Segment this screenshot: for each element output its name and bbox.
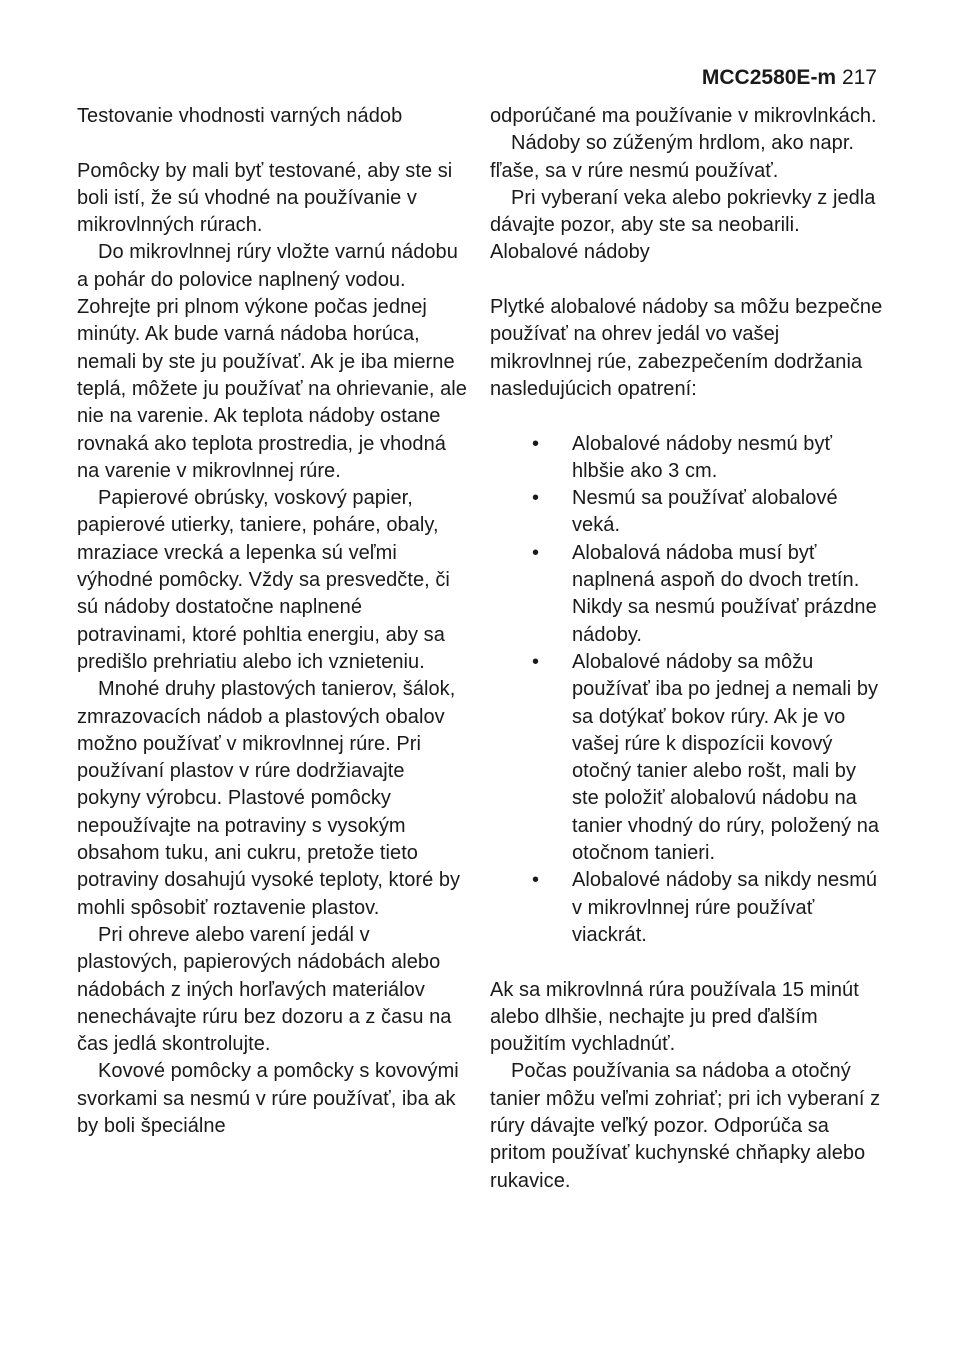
list-item [490, 485, 886, 540]
list-item [490, 431, 886, 486]
section-heading-testing: Testovanie vhodnosti varných nádob [77, 105, 403, 127]
paragraph: Pri vyberaní veka alebo pokrievky z jedla dávajte pozor, aby ste sa neobarili. [490, 186, 876, 237]
list-item-text: Alobalová nádoba musí byť naplnená aspoň do dvoch tretín. Nikdy sa nesmú používať prázdne nádoby. [572, 541, 877, 646]
paragraph: Nádoby so zúženým hrdlom, ako napr. fľaše, sa v rúre nesmú používať. [490, 132, 855, 182]
section-heading-foil: Alobalové nádoby [490, 241, 650, 264]
bullet-icon: • [532, 487, 540, 510]
model-number: MCC2580E-m [701, 66, 837, 89]
spacer [490, 403, 886, 430]
bullet-icon: • [532, 541, 540, 564]
bullet-icon: • [532, 869, 540, 892]
spacer [490, 949, 886, 976]
paragraph: Pomôcky by mali byť testované, aby ste si boli istí, že sú vhodné na používanie v mikrovlnných rúrach. [77, 159, 453, 237]
bullet-list [490, 431, 886, 950]
paragraph: Pri ohreve alebo varení jedál v plastových, papierových nádobách alebo nádobách z iných horľavých materiálov nenechávajte rúru bez dozoru a z času na čas jedlá skontrolujte. [77, 923, 452, 1056]
paragraph: Mnohé druhy plastových tanierov, šálok, zmrazovacích nádob a plastových obalov možno používať v mikrovlnnej rúre. Pri používaní plastov v rúre dodržiavajte pokyny výrobcu. Plastové pomôcky nepoužívajte na potraviny s vysokým obsahom tuku, ani cukru, pretože tieto potraviny dosahujú vysoké teploty, ktoré by mohli spôsobiť roztavenie plastov. [77, 678, 461, 919]
spacer [77, 130, 469, 157]
left-column [77, 103, 469, 1140]
right-column [490, 103, 886, 1195]
list-item-text: Alobalové nádoby nesmú byť hlbšie ako 3 cm. [572, 432, 833, 482]
paragraph: Papierové obrúsky, voskový papier, papierové utierky, taniere, poháre, obaly, mraziace vrecká a lepenka sú veľmi výhodné pomôcky. Vždy sa presvedčte, či sú nádoby dostatočne naplnené potravinami, ktoré pohltia energiu, aby sa predišlo prehriatiu alebo ich vznieteniu. [77, 487, 450, 673]
bullet-icon: • [532, 432, 540, 455]
page-number: 217 [841, 66, 877, 89]
page-header [702, 64, 877, 91]
list-item [490, 649, 886, 867]
paragraph-continuation: odporúčané ma používanie v mikrovlnkách. [490, 105, 877, 127]
list-item-text: Alobalové nádoby sa môžu používať iba po jednej a nemali by sa dotýkať bokov rúry. Ak je vo vašej rúre k dispozícii kovový otočný tanier alebo rošt, mali by ste položiť alobalovú nádobu na tanier vhodný do rúry, položený na otočnom tanieri. [572, 650, 880, 865]
paragraph: Ak sa mikrovlnná rúra používala 15 minút alebo dlhšie, nechajte ju pred ďalším použitím vychladnúť. [490, 978, 859, 1056]
paragraph: Počas používania sa nádoba a otočný tanier môžu veľmi zohriať; pri ich vyberaní z rúry dávajte veľký pozor. Odporúča sa pritom používať kuchynské chňapky alebo rukavice. [490, 1060, 881, 1192]
list-item [490, 867, 886, 949]
list-item-text: Alobalové nádoby sa nikdy nesmú v mikrovlnnej rúre používať viackrát. [572, 869, 878, 946]
list-item [490, 540, 886, 649]
list-item-text: Nesmú sa používať alobalové veká. [572, 487, 838, 537]
paragraph: Kovové pomôcky a pomôcky s kovovými svorkami sa nesmú v rúre používať, iba ak by boli špeciálne [77, 1060, 459, 1137]
spacer [490, 267, 886, 294]
paragraph: Plytké alobalové nádoby sa môžu bezpečne používať na ohrev jedál vo vašej mikrovlnnej rúe, zabezpečením dodržania nasledujúcich opatrení: [490, 296, 883, 400]
paragraph: Do mikrovlnnej rúry vložte varnú nádobu a pohár do polovice naplnený vodou. Zohrejte pri plnom výkone počas jednej minúty. Ak bude varná nádoba horúca, nemali by ste ju používať. Ak je iba mierne teplá, môžete ju používať na ohrievanie, ale nie na varenie. Ak teplota nádoby ostane rovnaká ako teplota prostredia, je vhodná na varenie v mikrovlnnej rúre. [77, 241, 467, 482]
bullet-icon: • [532, 650, 540, 673]
